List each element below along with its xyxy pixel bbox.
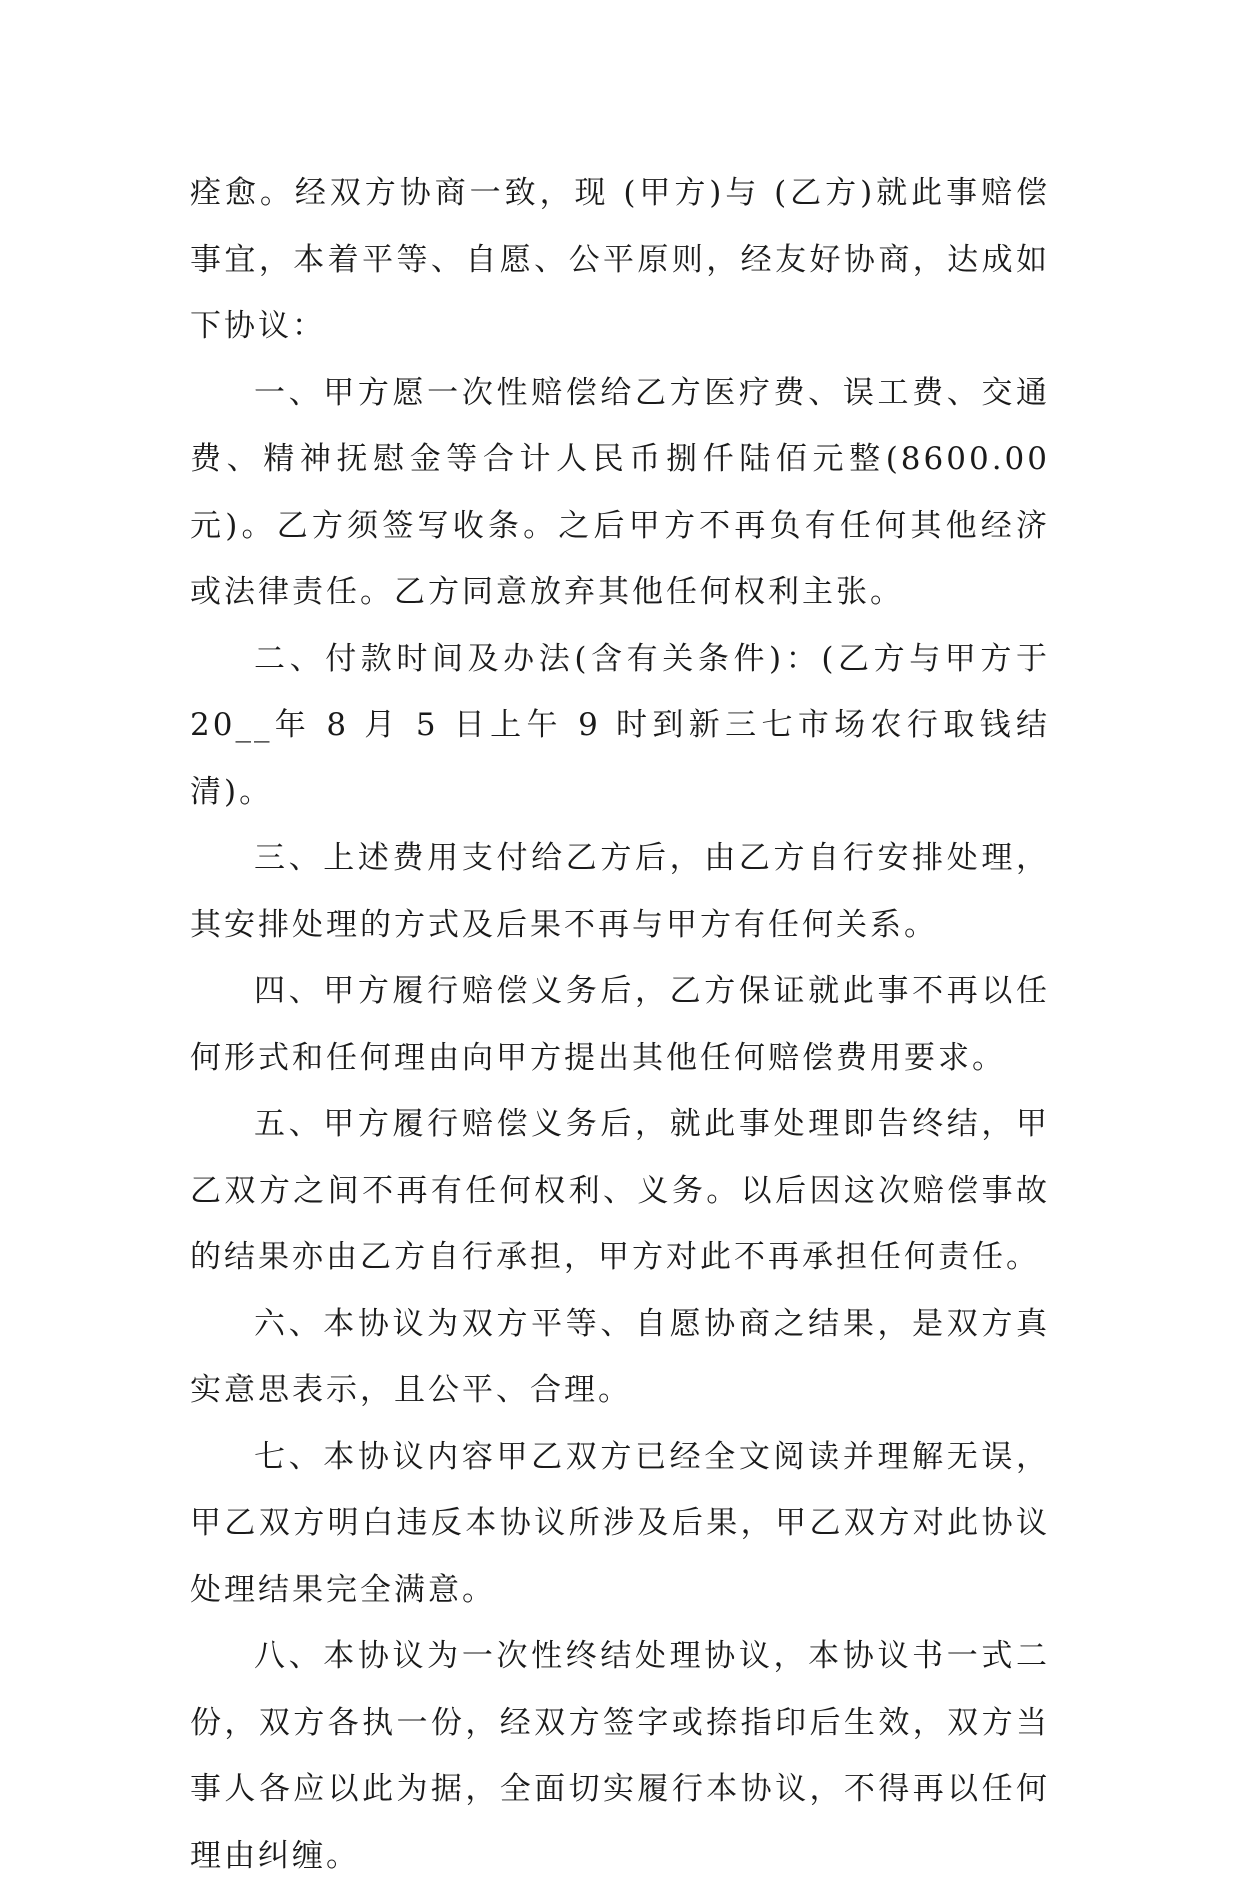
clause-8: 八、本协议为一次性终结处理协议，本协议书一式二份，双方各执一份，经双方签字或捺指印后生效，双方当事人各应以此为据，全面切实履行本协议，不得再以任何理由纠缠。 (190, 1638, 1050, 1874)
clause-2: 二、付款时间及办法(含有关条件)：(乙方与甲方于 20__年 8 月 5 日上午 9 时到新三七市场农行取钱结清)。 (190, 640, 1050, 810)
paragraph-continuation: 痊愈。经双方协商一致，现 (甲方)与 (乙方)就此事赔偿事宜，本着平等、自愿、公平原则，经友好协商，达成如下协议： (190, 175, 1050, 344)
clause-7: 七、本协议内容甲乙双方已经全文阅读并理解无误，甲乙双方明白违反本协议所涉及后果，甲乙双方对此协议处理结果完全满意。 (190, 1438, 1050, 1608)
clause-6: 六、本协议为双方平等、自愿协商之结果，是双方真实意思表示，且公平、合理。 (190, 1305, 1050, 1408)
clause-4: 四、甲方履行赔偿义务后，乙方保证就此事不再以任何形式和任何理由向甲方提出其他任何赔偿费用要求。 (190, 973, 1050, 1076)
clause-3: 三、上述费用支付给乙方后，由乙方自行安排处理，其安排处理的方式及后果不再与甲方有任何关系。 (190, 840, 1050, 943)
clause-1: 一、甲方愿一次性赔偿给乙方医疗费、误工费、交通费、精神抚慰金等合计人民币捌仟陆佰元整(8600.00 元)。乙方须签写收条。之后甲方不再负有任何其他经济或法律责任。乙方同意放弃其他任何权利主张。 (190, 374, 1050, 610)
document-body (190, 160, 1050, 1889)
clause-5: 五、甲方履行赔偿义务后，就此事处理即告终结，甲乙双方之间不再有任何权利、义务。以后因这次赔偿事故的结果亦由乙方自行承担，甲方对此不再承担任何责任。 (190, 1106, 1050, 1275)
